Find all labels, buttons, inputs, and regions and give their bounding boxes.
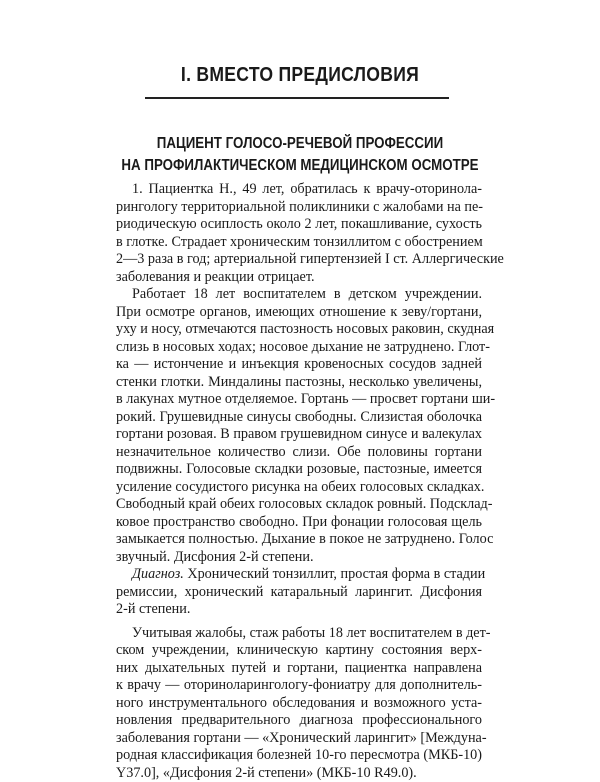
text-line: заболевания и реакции отрицает. (116, 269, 482, 287)
text-line: рокий. Грушевидные синусы свободны. Слизистая оболочка (116, 409, 482, 427)
text-line: ском учреждении, клиническую картину состояния верх- (116, 642, 482, 660)
paragraph-complaints (116, 181, 482, 286)
text-line: Свободный край обеих голосовых складок ровный. Подсклад- (116, 496, 482, 514)
text-line: незначительное количество слизи. Обе половины гортани (116, 444, 482, 462)
text-line: заболевания гортани — «Хронический ларингит» [Междуна- (116, 730, 482, 748)
text-line: к врачу — оториноларингологу-фониатру для дополнитель- (116, 677, 482, 695)
text-line: слизь в носовых ходах; носовое дыхание не затруднено. Глот- (116, 339, 482, 357)
section-title (42, 133, 558, 177)
paragraph-diagnosis (116, 566, 482, 619)
text-line: подвижны. Голосовые складки розовые, пастозные, имеется (116, 461, 482, 479)
text-line: Учитывая жалобы, стаж работы 18 лет воспитателем в дет- (116, 625, 482, 643)
text-line: новления предварительного диагноза профессионального (116, 712, 482, 730)
text-line: ремиссии, хронический катаральный ларингит. Дисфония (116, 584, 482, 602)
text-line: риодическую осиплость около 2 лет, покашливание, сухость (116, 216, 482, 234)
text-line: в глотке. Страдает хроническим тонзиллитом с обострением (116, 234, 482, 252)
diagnosis-label: Диагноз. (132, 566, 184, 582)
title-underline (145, 97, 449, 99)
text-line: Работает 18 лет воспитателем в детском учреждении. (116, 286, 482, 304)
text-line: в лакунах мутное отделяемое. Гортань — просвет гортани ши- (116, 391, 482, 409)
text-line: 2-й степени. (116, 601, 482, 619)
text-line: усиление сосудистого рисунка на обеих голосовых складках. (116, 479, 482, 497)
text-line: гортани розовая. В правом грушевидном синусе и валекулах (116, 426, 482, 444)
text-line: замыкается полностью. Дыхание в покое не затруднено. Голос (116, 531, 482, 549)
section-title-line-2: НА ПРОФИЛАКТИЧЕСКОМ МЕДИЦИНСКОМ ОСМОТРЕ (42, 155, 558, 177)
text-line: рингологу территориальной поликлиники с жалобами на пе- (116, 199, 482, 217)
text-line: стенки глотки. Миндалины пастозны, несколько увеличены, (116, 374, 482, 392)
diagnosis-text: Хронический тонзиллит, простая форма в стадии (184, 566, 485, 582)
text-line: ка — истончение и инъекция кровеносных сосудов задней (116, 356, 482, 374)
text-line (116, 566, 482, 584)
text-line: родная классификация болезней 10-го пересмотра (МКБ-10) (116, 747, 482, 765)
text-line: них дыхательных путей и гортани, пациентка направлена (116, 660, 482, 678)
paragraph-examination (116, 286, 482, 566)
text-line: При осмотре органов, имеющих отношение к зеву/гортани, (116, 304, 482, 322)
paragraph-referral (116, 625, 482, 782)
text-line: 2—3 раза в год; артериальной гипертензией I ст. Аллергические (116, 251, 482, 269)
text-line: 1. Пациентка Н., 49 лет, обратилась к врачу-оторинола- (116, 181, 482, 199)
text-line: ного инструментального обследования и возможного уста- (116, 695, 482, 713)
text-line: Y37.0], «Дисфония 2-й степени» (МКБ-10 R49.0). (116, 765, 482, 782)
body-text (116, 181, 482, 782)
section-title-line-1: ПАЦИЕНТ ГОЛОСО-РЕЧЕВОЙ ПРОФЕССИИ (42, 133, 558, 155)
text-line: уху и носу, отмечаются пастозность носовых раковин, скудная (116, 321, 482, 339)
chapter-title: I. ВМЕСТО ПРЕДИСЛОВИЯ (36, 63, 564, 87)
text-line: звучный. Дисфония 2-й степени. (116, 549, 482, 567)
text-line: ковое пространство свободно. При фонации голосовая щель (116, 514, 482, 532)
